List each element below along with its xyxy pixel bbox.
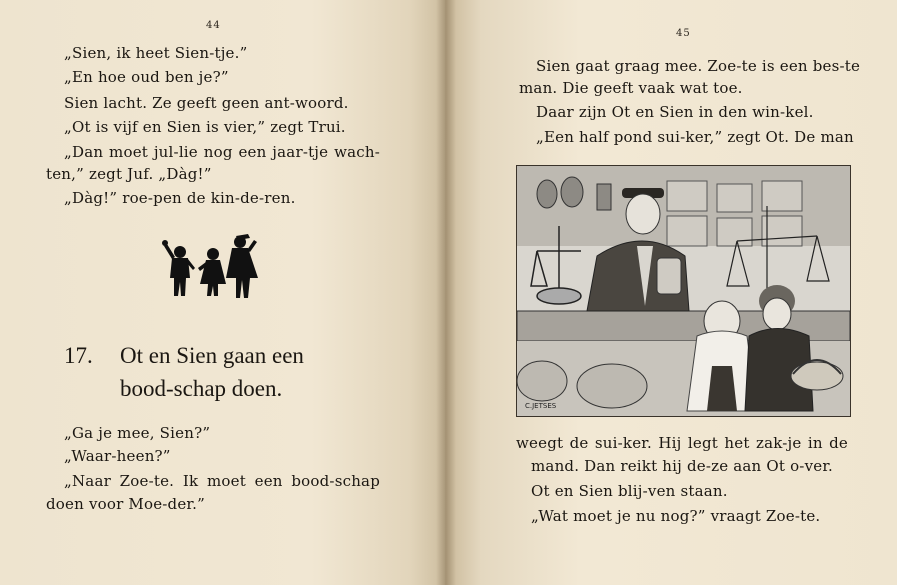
illustration-signature: C.JETSES	[525, 402, 557, 410]
text-line: „Ga je mee, Sien?”	[64, 424, 211, 442]
text-line: Daar zijn Ot en Sien in den win-kel.	[536, 103, 814, 121]
text-line: „En hoe oud ben je?”	[64, 68, 229, 86]
text-line: doen voor Moe-der.”	[46, 495, 205, 513]
text-line: Ot en Sien blij-ven staan.	[531, 482, 728, 500]
chapter-title-line2: bood-schap doen.	[120, 376, 283, 401]
text-line: „Sien, ik heet Sien-tje.”	[64, 44, 248, 62]
text-line: „Waar-heen?”	[64, 447, 171, 465]
text-line: „Een half pond sui-ker,” zegt Ot. De man	[536, 128, 854, 146]
text-line: ten,” zegt Juf. „Dàg!”	[46, 165, 212, 183]
text-line: mand. Dan reikt hij de-ze aan Ot o-ver.	[531, 457, 834, 475]
text-line: man. Die geeft vaak wat toe.	[519, 79, 743, 97]
text-line: „Naar Zoe-te. Ik moet een bood-schap	[64, 472, 380, 490]
page-number-right: 45	[676, 28, 691, 39]
text-line: „Ot is vijf en Sien is vier,” zegt Trui.	[64, 118, 346, 136]
shop-scene-illustration	[516, 165, 851, 417]
text-line: Sien gaat graag mee. Zoe-te is een bes-te	[536, 57, 861, 75]
text-line: „Wat moet je nu nog?” vraagt Zoe-te.	[531, 507, 821, 525]
text-line: „Dan moet jul-lie nog een jaar-tje wach-	[64, 143, 380, 161]
page-number-left: 44	[206, 20, 221, 31]
text-line: „Dàg!” roe-pen de kin-de-ren.	[64, 189, 296, 207]
chapter-title-line1: Ot en Sien gaan een	[120, 343, 304, 368]
book-gutter	[436, 0, 456, 585]
children-silhouette-illustration	[158, 228, 264, 300]
text-line: weegt de sui-ker. Hij legt het zak-je in de	[516, 434, 848, 452]
text-line: Sien lacht. Ze geeft geen ant-woord.	[64, 94, 349, 112]
chapter-number: 17.	[64, 343, 93, 368]
